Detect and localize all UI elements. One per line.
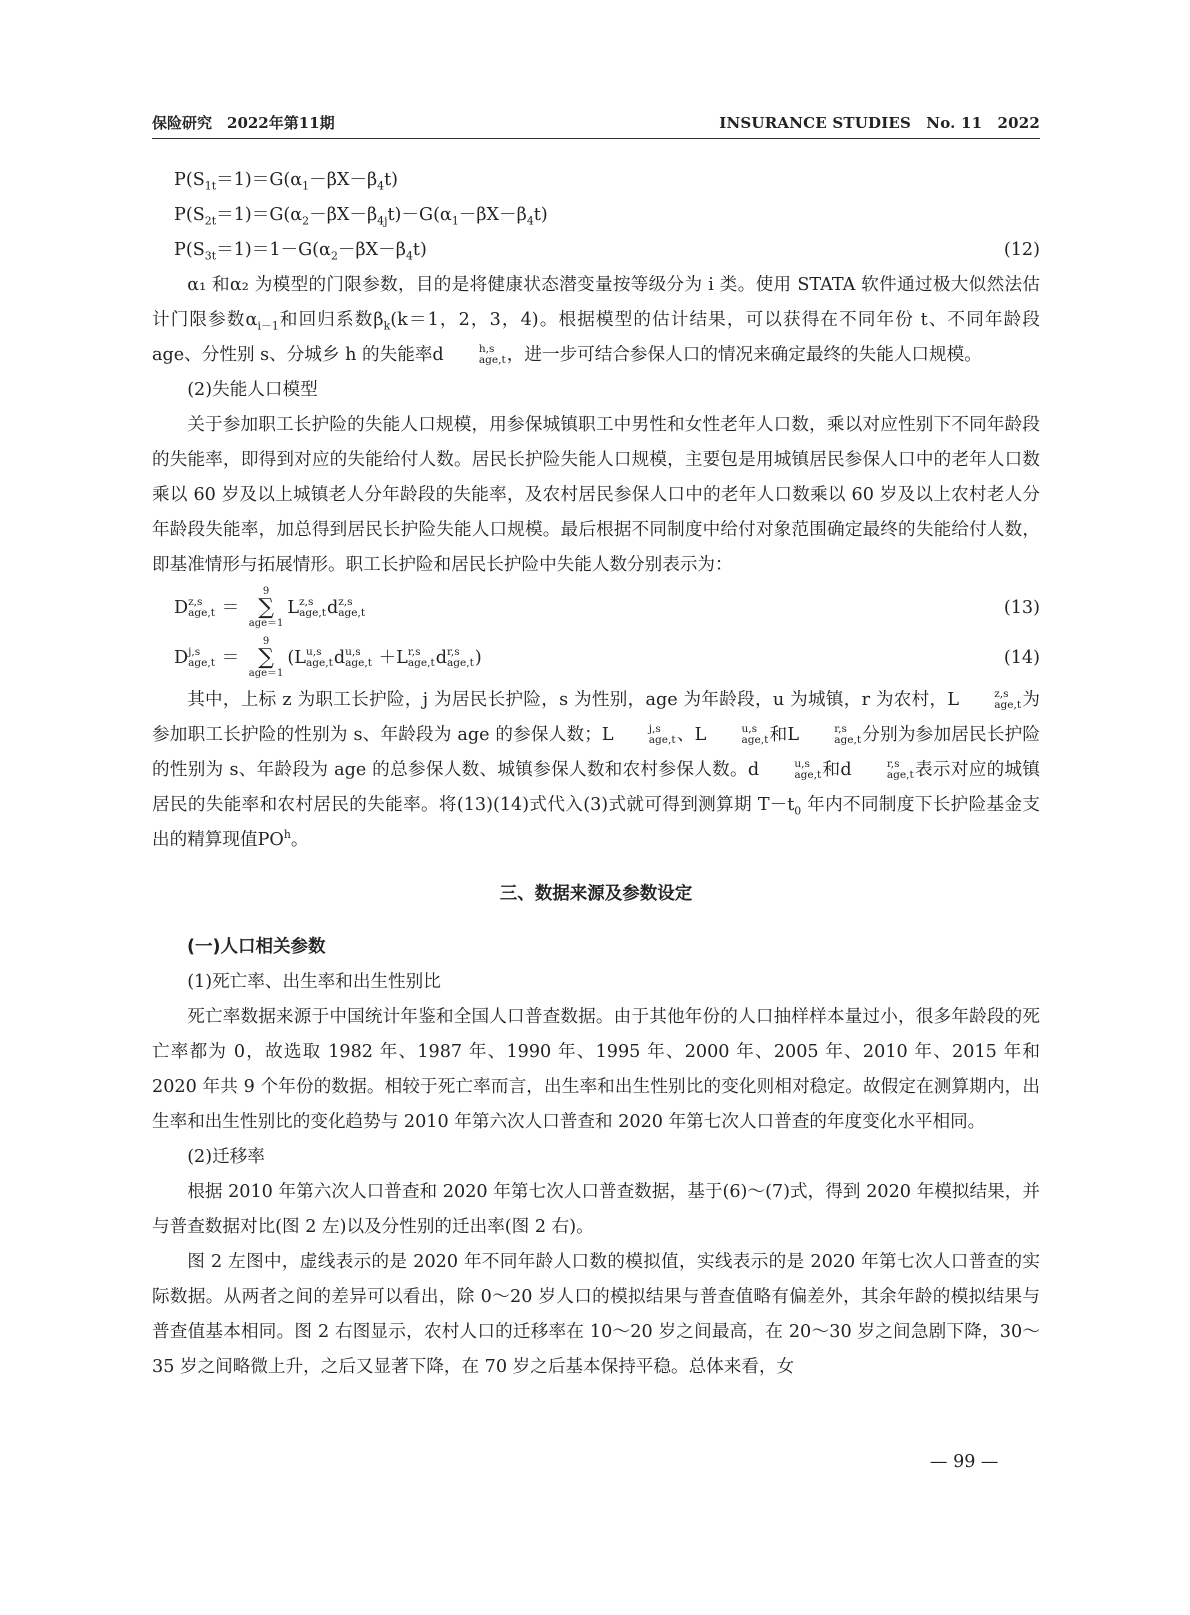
journal-title-cn: 保险研究 2022年第11期 — [152, 114, 335, 132]
equation-13: D z,s age,t ＝ 9 ∑ age＝1 L z,s age,t d z,s age,t (13) — [152, 583, 1040, 633]
equation-number-14: (14) — [1003, 648, 1040, 668]
equation-number-13: (13) — [1003, 598, 1040, 618]
heading-migration: (2)迁移率 — [187, 1147, 265, 1167]
section-heading-3: 三、数据来源及参数设定 — [499, 884, 693, 904]
heading-disability-model: (2)失能人口模型 — [187, 380, 318, 400]
equation-12-line3: $P(S_{3t}=1)=1-G(\alpha_2-\beta X-\beta_4t)$ (12) — [152, 233, 1040, 268]
paragraph-mortality-birth: 死亡率数据来源于中国统计年鉴和全国人口普查数据。由于其他年份的人口抽样样本量过小，很多年龄段的死亡率都为 0，故选取 1982 年、1987 年、1990 年、1995 年、2000 年、2005 年、2010 年、2015 年和 2020 年共 9 个年份的数据。相较于死亡率而言，出生率和出生性别比的变化则相对稳定。故假定在测算期内，出生率和出生性别比的变化趋势与 2010 年第六次人口普查和 2020 年第七次人口普查的年度变化水平相同。 — [152, 1007, 1040, 1132]
paragraph-threshold-parameters: α₁ 和α₂ 为模型的门限参数，目的是将健康状态潜变量按等级分为 i 类。使用 STATA 软件通过极大似然法估计门限参数$\alpha_{i-1}$和回归系数$\beta_k(k=1$，2，3，4)。根据模型的估计结果，可以获得在不同年份 t、不同年龄段 age、分性别 s、分城乡 h 的失能率d h,s age,t ，进一步可结合参保人口的情况来确定最终的失能人口规模。 — [152, 275, 1040, 366]
paragraph-migration: 根据 2010 年第六次人口普查和 2020 年第七次人口普查数据，基于(6)～(7)式，得到 2020 年模拟结果，并与普查数据对比(图 2 左)以及分性别的迁出率(图 2 右)。 — [152, 1182, 1040, 1237]
heading-mortality-birth: (1)死亡率、出生率和出生性别比 — [187, 972, 441, 992]
subsection-population-parameters: (一)人口相关参数 — [187, 937, 326, 957]
equation-number-12: (12) — [1003, 240, 1040, 260]
page-number: — 99 — — [930, 1452, 999, 1472]
equation-14: D j,s age,t ＝ 9 ∑ age＝1 (L u,s age,t d u,s age,t ＋L r,s age,t d r,s age,t ) (14) — [152, 633, 1040, 683]
equation-12-line1: $P(S_{1t}=1)=G(\alpha_1-\beta X-\beta_4t)$ — [174, 170, 399, 193]
equation-12-line2: $P(S_{2t}=1)=G(\alpha_2-\beta X-\beta_{4j}t)-G(\alpha_1-\beta X-\beta_4t)$ — [174, 205, 548, 228]
paragraph-disability-model: 关于参加职工长护险的失能人口规模，用参保城镇职工中男性和女性老年人口数，乘以对应性别下不同年龄段的失能率，即得到对应的失能给付人数。居民长护险失能人口规模，主要包是用城镇居民参保人口中的老年人口数乘以 60 岁及以上城镇老人分年龄段的失能率，及农村居民参保人口中的老年人口数乘以 60 岁及以上农村老人分年龄段失能率，加总得到居民长护险失能人口规模。最后根据不同制度中给付对象范围确定最终的失能给付人数，即基准情形与拓展情形。职工长护险和居民长护险中失能人数分别表示为： — [152, 415, 1040, 575]
article-body — [152, 163, 1040, 1385]
journal-title-en: INSURANCE STUDIES No. 11 2022 — [719, 114, 1040, 132]
running-header — [152, 108, 1040, 139]
paragraph-figure2: 图 2 左图中，虚线表示的是 2020 年不同年龄人口数的模拟值，实线表示的是 2020 年第七次人口普查的实际数据。从两者之间的差异可以看出，除 0～20 岁人口的模拟结果与普查值略有偏差外，其余年龄的模拟结果与普查值基本相同。图 2 右图显示，农村人口的迁移率在 10～20 岁之间最高，在 20～30 岁之间急剧下降，30～35 岁之间略微上升，之后又显著下降，在 70 岁之后基本保持平稳。总体来看，女 — [152, 1252, 1040, 1377]
paragraph-notation: 其中，上标 z 为职工长护险，j 为居民长护险，s 为性别，age 为年龄段，u 为城镇，r 为农村，L z,s age,t 为参加职工长护险的性别为 s、年龄段为 age 的参保人数；L j,s age,t 、L u,s age,t 和L r,s age,t 分别为参加居民长护险的性别为 s、年龄段为 age 的总参保人数、城镇参保人数和农村参保人数。d u,s age,t 和d r,s age,t 表示对应的城镇居民的失能率和农村居民的失能率。将(13)(14)式代入(3)式就可得到测算期 $T-t_0$ 年内不同制度下长护险基金支出的精算现值$PO^h$。 — [152, 688, 1040, 850]
